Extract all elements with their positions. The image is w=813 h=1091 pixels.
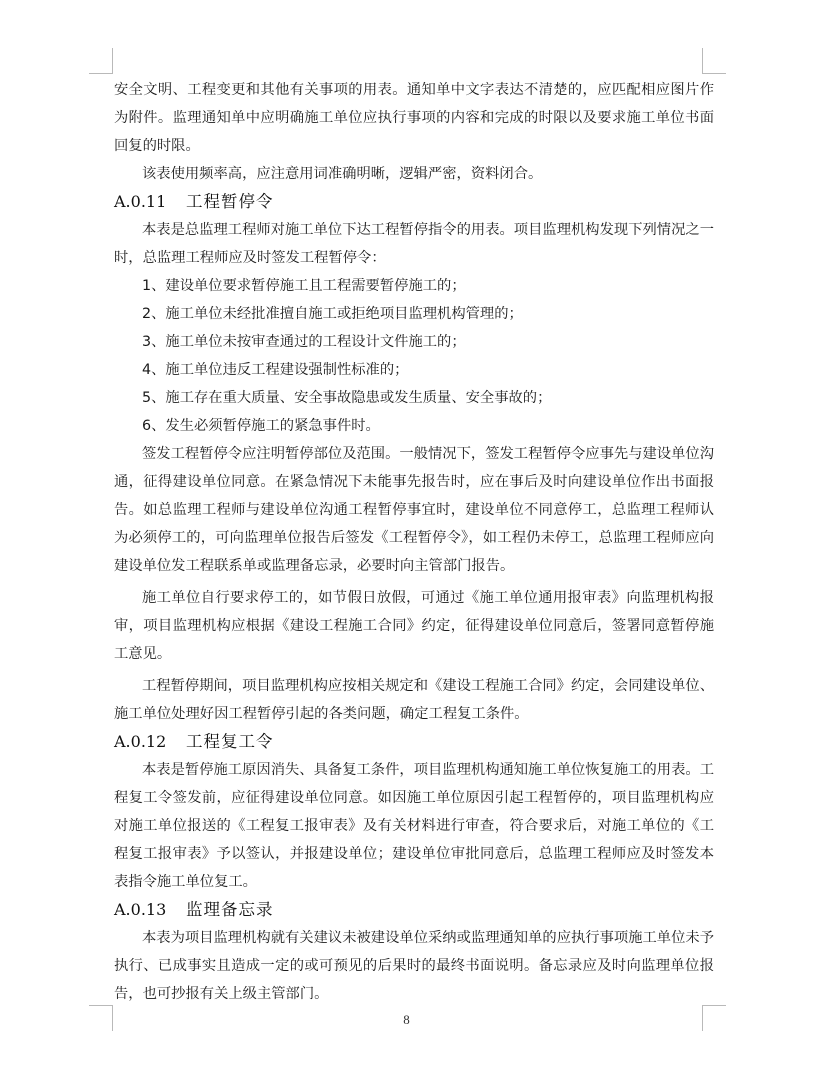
intro-paragraph-1: 安全文明、工程变更和其他有关事项的用表。通知单中文字表达不清楚的，应匹配相应图片作为附件。监理通知单中应明确施工单位应执行事项的内容和完成的时限以及要求施工单位书面回复的时限。 [114, 82, 714, 154]
section-a012-paragraph: 本表是暂停施工原因消失、具备复工条件，项目监理机构通知施工单位恢复施工的用表。工程复工令签发前，应征得建设单位同意。如因施工单位原因引起工程暂停的，项目监理机构应对施工单位报送的《工程复工报审表》及有关材料进行审查，符合要求后，对施工单位的《工程复工报审表》予以签认，并报建设单位；建设单位审批同意后，总监理工程师应及时签发本表指令施工单位复工。 [114, 762, 714, 890]
section-heading-a011 [114, 188, 714, 216]
section-a011-lead: 本表是总监理工程师对施工单位下达工程暂停指令的用表。项目监理机构发现下列情况之一时，总监理工程师应及时签发工程暂停令： [114, 222, 714, 266]
crop-mark-top-left-h [89, 73, 113, 74]
section-heading-a013 [114, 896, 714, 924]
section-heading-a012 [114, 728, 714, 756]
section-number: A.0.11 [114, 192, 167, 211]
section-number: A.0.12 [114, 732, 167, 751]
section-title: 工程暂停令 [186, 192, 274, 211]
crop-mark-top-right-v [702, 48, 703, 74]
intro-paragraph-2: 该表使用频率高，应注意用词准确明晰，逻辑严密，资料闭合。 [142, 166, 543, 182]
section-a011-paragraph: 签发工程暂停令应注明暂停部位及范围。一般情况下，签发工程暂停令应事先与建设单位沟通，征得建设单位同意。在紧急情况下未能事先报告时，应在事后及时向建设单位作出书面报告。如总监理工程师与建设单位沟通工程暂停事宜时，建设单位不同意停工，总监理工程师认为必须停工的，可向监理单位报告后签发《工程暂停令》，如工程仍未停工，总监理工程师应向建设单位发工程联系单或监理备忘录，必要时向主管部门报告。 [114, 446, 714, 574]
crop-mark-top-right-h [702, 73, 726, 74]
section-a013-paragraph: 本表为项目监理机构就有关建议未被建设单位采纳或监理通知单的应执行事项施工单位未予执行、已成事实且造成一定的或可预见的后果时的最终书面说明。备忘录应及时向监理单位报告，也可抄报有关上级主管部门。 [114, 930, 714, 1002]
list-item: 5、施工存在重大质量、安全事故隐患或发生质量、安全事故的； [142, 390, 552, 406]
section-a011-paragraph: 工程暂停期间，项目监理机构应按相关规定和《建设工程施工合同》约定，会同建设单位、施工单位处理好因工程暂停引起的各类问题，确定工程复工条件。 [114, 678, 714, 722]
crop-mark-top-left-v [112, 48, 113, 74]
page-body [114, 76, 714, 1008]
list-item: 2、施工单位未经批准擅自施工或拒绝项目监理机构管理的； [142, 306, 523, 322]
section-title: 监理备忘录 [186, 900, 274, 919]
section-a011-paragraph: 施工单位自行要求停工的，如节假日放假，可通过《施工单位通用报审表》向监理机构报审，项目监理机构应根据《建设工程施工合同》约定，征得建设单位同意后，签署同意暂停施工意见。 [114, 590, 714, 662]
list-item: 6、发生必须暂停施工的紧急事件时。 [142, 418, 380, 434]
list-item: 3、施工单位未按审查通过的工程设计文件施工的； [142, 334, 466, 350]
page-number: 8 [403, 1012, 410, 1027]
list-item: 4、施工单位违反工程建设强制性标准的； [142, 362, 409, 378]
section-number: A.0.13 [114, 900, 167, 919]
section-title: 工程复工令 [186, 732, 274, 751]
list-item: 1、建设单位要求暂停施工且工程需要暂停施工的； [142, 278, 466, 294]
crop-mark-bottom-left-h [89, 1005, 113, 1006]
